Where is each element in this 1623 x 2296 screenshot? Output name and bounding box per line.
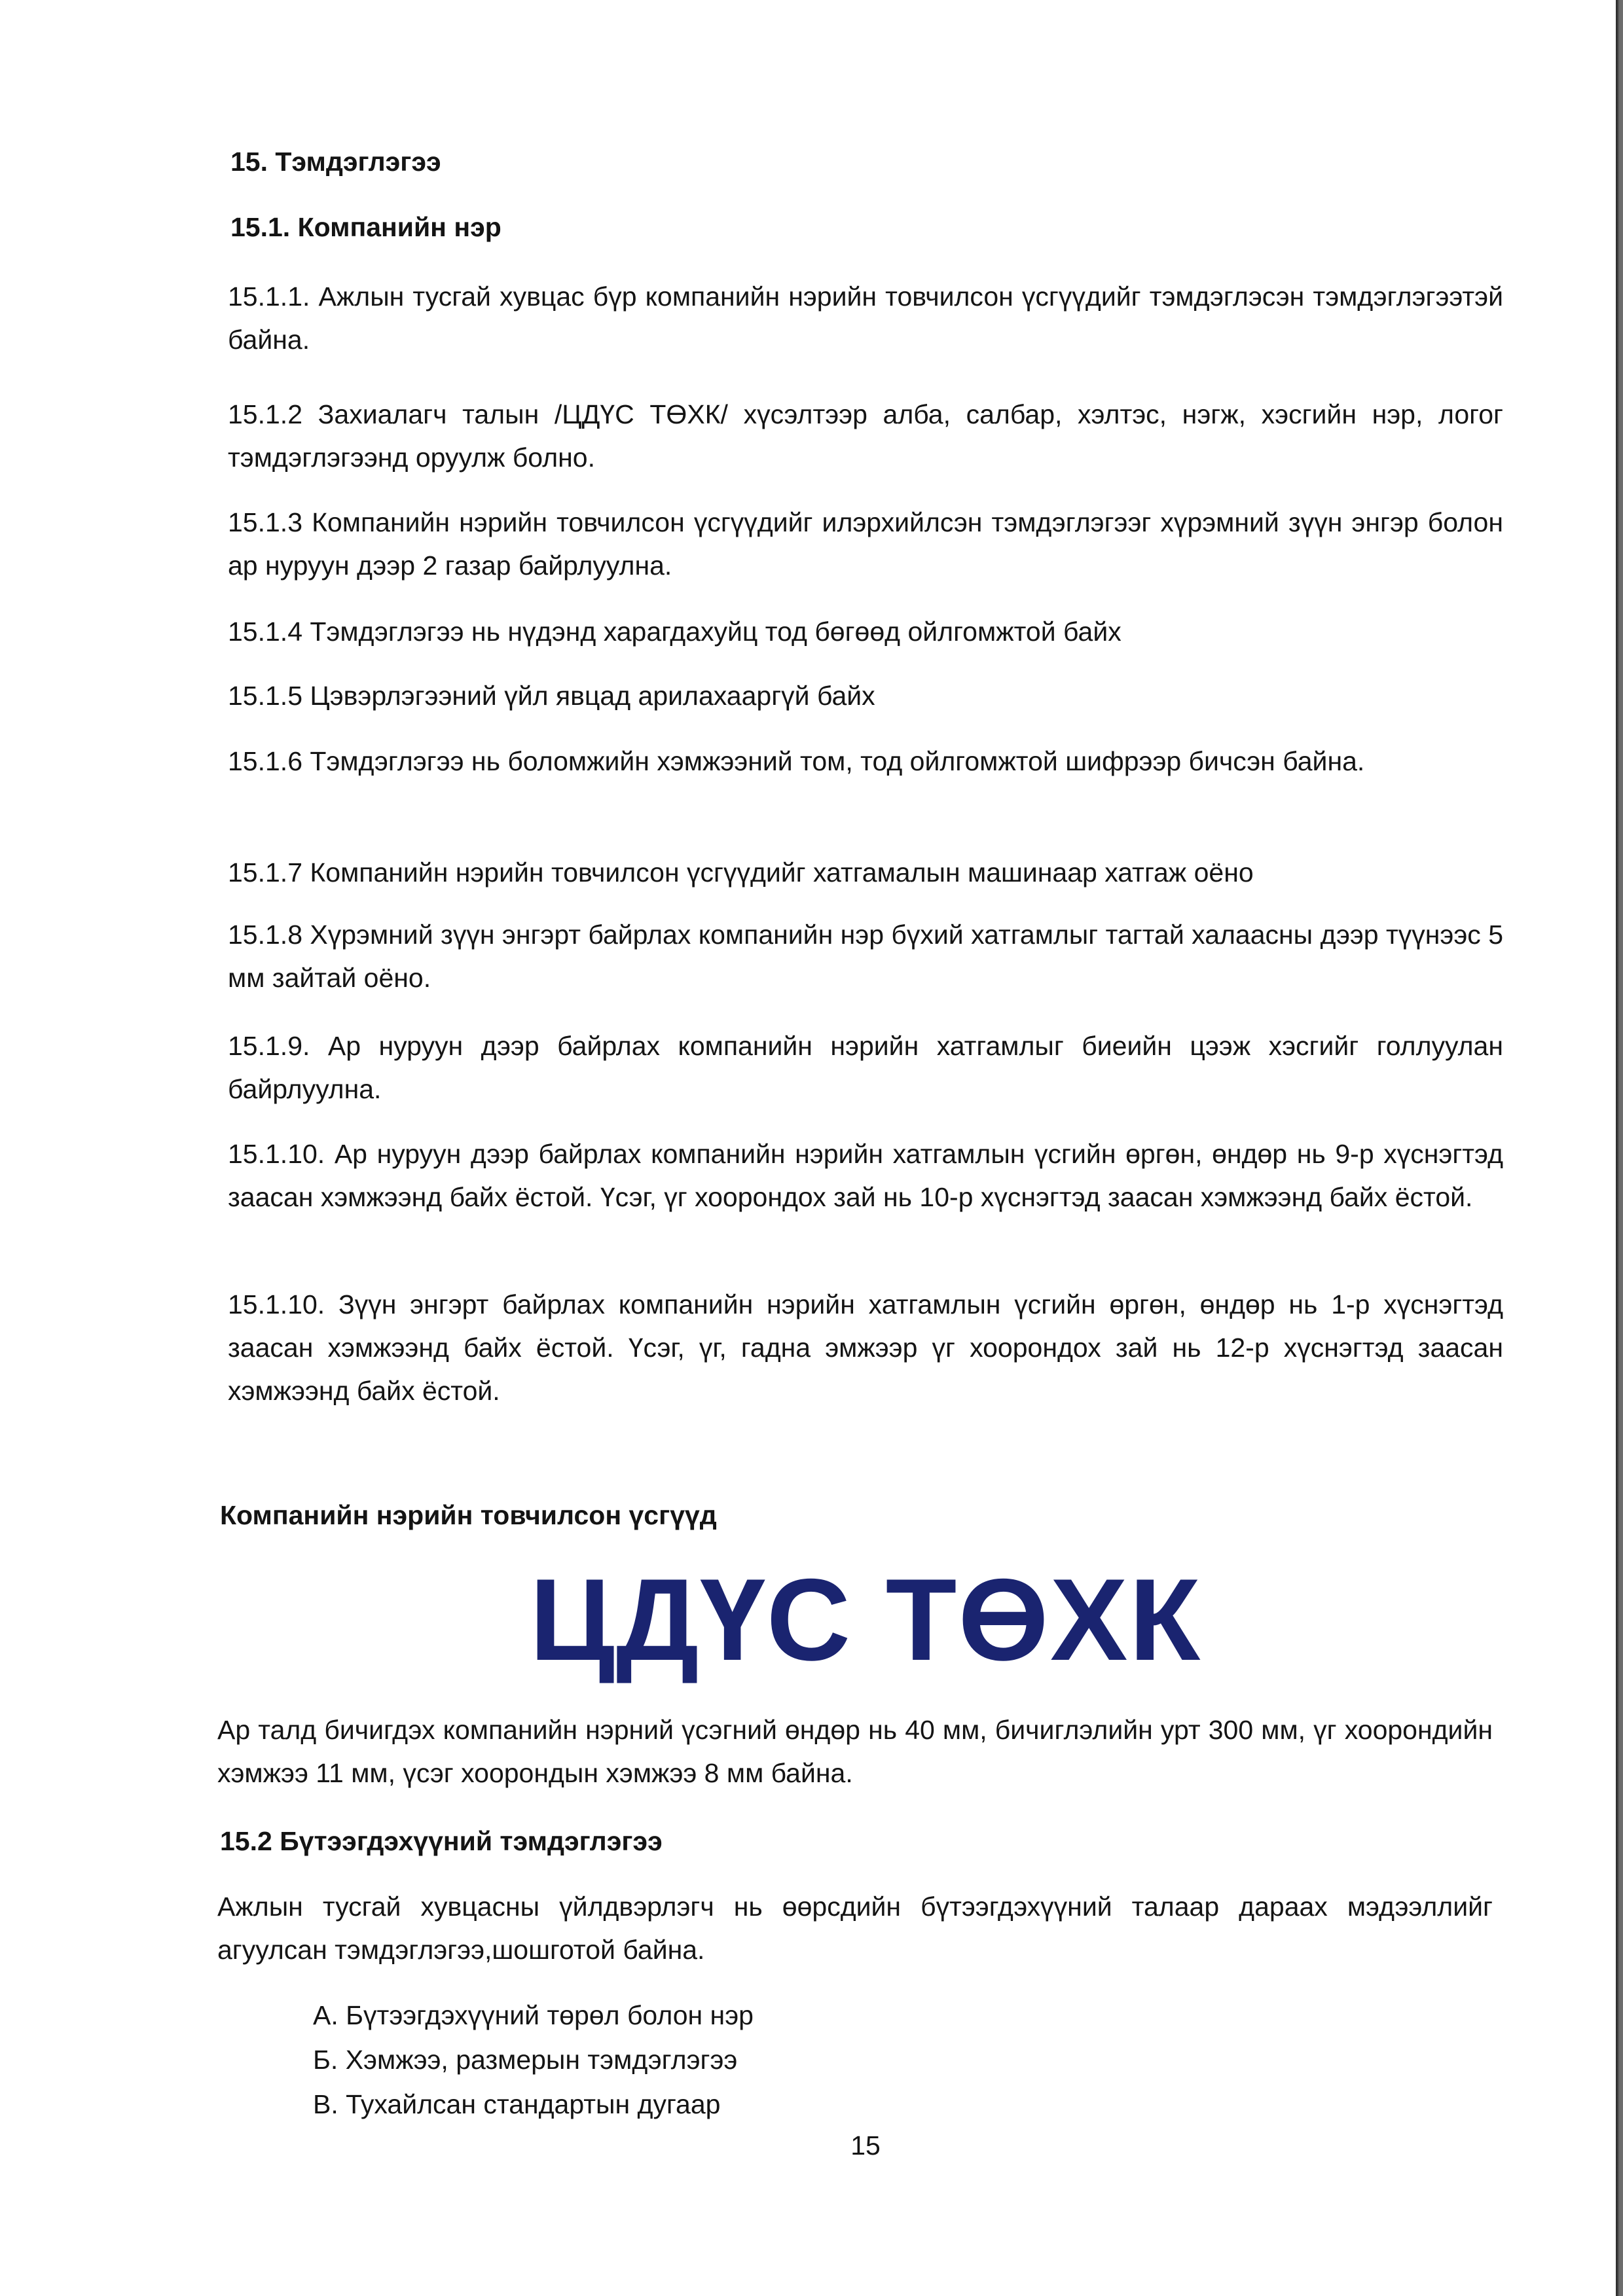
paragraph-15-1-3: 15.1.3 Компанийн нэрийн товчилсон үсгүүдийг илэрхийлсэн тэмдэглэгээг хүрэмний зүүн энгэр болон ар нуруун дээр 2 газар байрлуулна.: [228, 507, 1503, 581]
paragraph-15-1-6: 15.1.6 Тэмдэглэгээ нь боломжийн хэмжээний том, тод ойлгомжтой шифрээр бичсэн байна.: [228, 746, 1365, 776]
paragraph-15-1-8: 15.1.8 Хүрэмний зүүн энгэрт байрлах компанийн нэр бүхий хатгамлыг тагтай халаасны дээр түүнээс 5 мм зайтай оёно.: [228, 920, 1503, 993]
abbreviation-label: Компанийн нэрийн товчилсон үсгүүд: [220, 1500, 717, 1530]
product-marking-list: [313, 1993, 754, 2126]
company-logo-text: ЦДҮС ТӨХК: [529, 1554, 1202, 1685]
paragraph-15-1-10-chest: 15.1.10. Зүүн энгэрт байрлах компанийн нэрийн хатгамлын үсгийн өргөн, өндөр нь 1-р хүснэгтэд заасан хэмжээнд байх ёстой. Үсэг, үг, гадна эмжээр үг хоорондох зай нь 12-р хүснэгтэд заасан хэмжээнд байх ёстой.: [228, 1289, 1503, 1406]
list-item: Б. Хэмжээ, размерын тэмдэглэгээ: [313, 2045, 738, 2075]
subsection-title-product-marking: 15.2 Бүтээгдэхүүний тэмдэглэгээ: [220, 1826, 663, 1856]
page-number: 15: [850, 2130, 881, 2161]
paragraph-15-1-5: 15.1.5 Цэвэрлэгээний үйл явцад арилахааргүй байх: [228, 681, 875, 711]
paragraph-15-1-10-back: 15.1.10. Ар нуруун дээр байрлах компанийн нэрийн хатгамлын үсгийн өргөн, өндөр нь 9-р хүснэгтэд заасан хэмжээнд байх ёстой. Үсэг, үг хоорондох зай нь 10-р хүснэгтэд заасан хэмжээнд байх ёстой.: [228, 1139, 1503, 1212]
paragraph-15-1-1: 15.1.1. Ажлын тусгай хувцас бүр компанийн нэрийн товчилсон үсгүүдийг тэмдэглэсэн тэмдэглэгээтэй байна.: [228, 281, 1503, 355]
subsection-title-company-name: 15.1. Компанийн нэр: [230, 212, 501, 242]
paragraph-15-1-9: 15.1.9. Ар нуруун дээр байрлах компанийн нэрийн хатгамлыг биеийн цээж хэсгийг голлуулан байрлуулна.: [228, 1031, 1503, 1104]
section-title: 15. Тэмдэглэгээ: [230, 147, 441, 177]
product-marking-intro: Ажлын тусгай хувцасны үйлдвэрлэгч нь өөрсдийн бүтээгдэхүүний талаар дараах мэдээллийг агуулсан тэмдэглэгээ,шошготой байна.: [217, 1892, 1493, 1965]
list-item: В. Тухайлсан стандартын дугаар: [313, 2089, 721, 2119]
abbreviation-description: Ар талд бичигдэх компанийн нэрний үсэгний өндөр нь 40 мм, бичиглэлийн урт 300 мм, үг хоорондийн хэмжээ 11 мм, үсэг хоорондын хэмжээ 8 мм байна.: [217, 1715, 1493, 1788]
paragraph-15-1-2: 15.1.2 Захиалагч талын /ЦДҮС ТӨХК/ хүсэлтээр алба, салбар, хэлтэс, нэгж, хэсгийн нэр, логог тэмдэглэгээнд оруулж болно.: [228, 399, 1503, 473]
scan-edge-strip: [1616, 0, 1623, 2296]
list-item: А. Бүтээгдэхүүний төрөл болон нэр: [313, 2000, 754, 2030]
paragraph-15-1-4: 15.1.4 Тэмдэглэгээ нь нүдэнд харагдахуйц тод бөгөөд ойлгомжтой байх: [228, 617, 1122, 647]
paragraph-15-1-7: 15.1.7 Компанийн нэрийн товчилсон үсгүүдийг хатгамалын машинаар хатгаж оёно: [228, 857, 1254, 888]
